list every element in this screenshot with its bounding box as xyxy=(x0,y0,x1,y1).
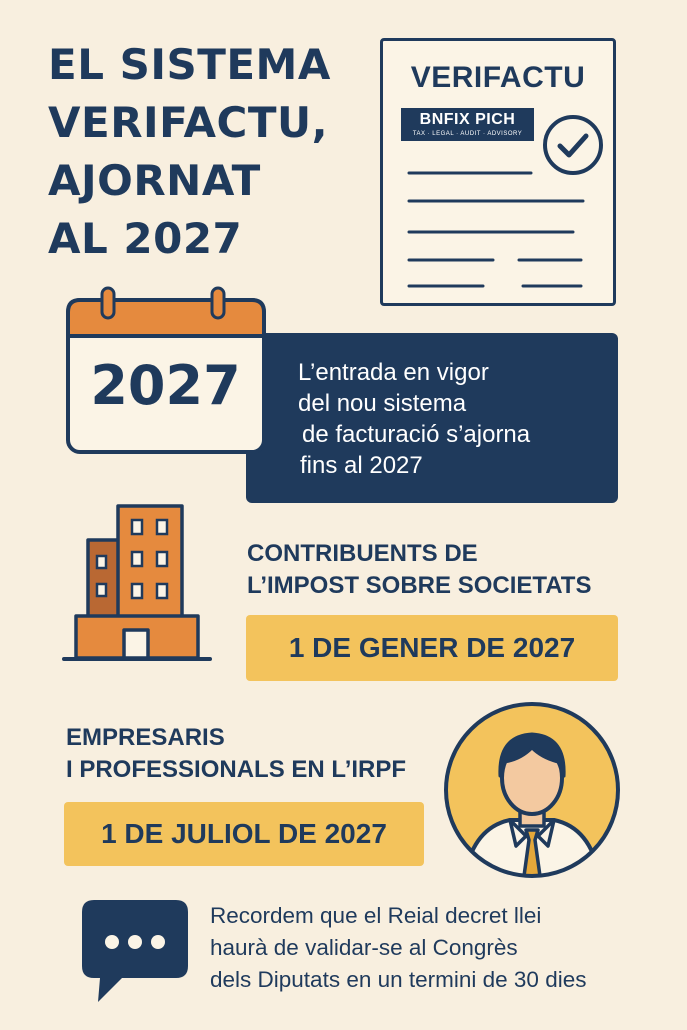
title-line: EL SISTEMA xyxy=(48,40,331,89)
invoice-document-illustration xyxy=(380,38,616,306)
announcement-line: de facturació s’ajorna xyxy=(302,421,531,448)
reminder-line: haurà de validar-se al Congrès xyxy=(210,935,518,960)
reminder-note xyxy=(210,900,586,996)
heading-line: L’IMPOST SOBRE SOCIETATS xyxy=(247,572,592,599)
reminder-line: Recordem que el Reial decret llei xyxy=(210,903,542,928)
page-title xyxy=(48,36,368,268)
reminder-line: dels Diputats en un termini de 30 dies xyxy=(210,967,587,992)
office-building-icon xyxy=(62,500,212,662)
document-lines xyxy=(383,41,619,309)
chat-bubble-icon xyxy=(82,900,188,1004)
title-line: AJORNAT xyxy=(48,156,261,205)
brand-name: BNFIX PICH xyxy=(419,111,516,128)
heading-line: EMPRESARIS xyxy=(66,724,225,751)
calendar-year: 2027 xyxy=(90,354,241,417)
title-line: VERIFACTU, xyxy=(48,98,329,147)
irpf-heading xyxy=(66,722,406,786)
announcement-callout xyxy=(246,333,618,503)
document-heading: VERIFACTU xyxy=(410,61,586,94)
announcement-line: fins al 2027 xyxy=(300,452,423,479)
announcement-line: L’entrada en vigor xyxy=(298,359,489,386)
announcement-line: del nou sistema xyxy=(298,390,467,417)
announcement-text xyxy=(298,357,530,481)
heading-line: CONTRIBUENTS DE xyxy=(247,540,478,567)
heading-line: I PROFESSIONALS EN L’IRPF xyxy=(66,756,407,783)
corporate-tax-heading xyxy=(247,538,591,602)
corporate-tax-date: 1 DE GENER DE 2027 xyxy=(246,615,618,681)
title-line: AL 2027 xyxy=(48,214,243,263)
professional-person-icon xyxy=(442,700,622,880)
brand-tagline: TAX · LEGAL · AUDIT · ADVISORY xyxy=(412,131,523,137)
irpf-date: 1 DE JULIOL DE 2027 xyxy=(64,802,424,866)
